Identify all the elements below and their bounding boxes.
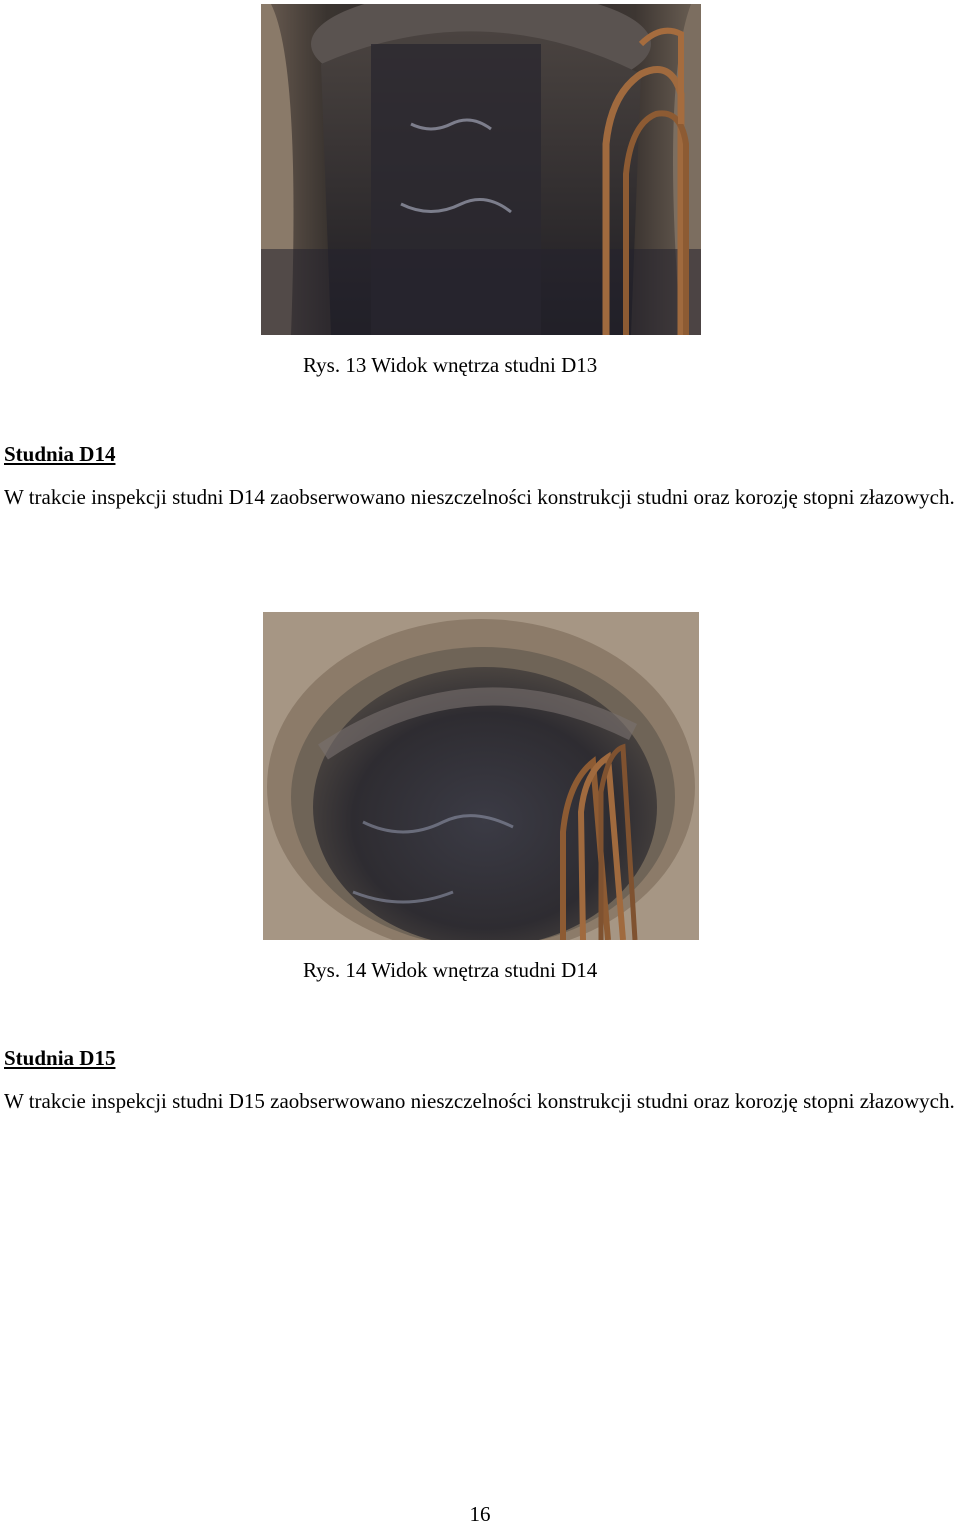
section-heading: Studnia D14 bbox=[4, 442, 116, 466]
section-paragraph: W trakcie inspekcji studni D15 zaobserwowano nieszczelności konstrukcji studni oraz korozję stopni złazowych. bbox=[4, 1089, 955, 1113]
photo-well-d13 bbox=[261, 4, 701, 335]
page-number: 16 bbox=[469, 1502, 491, 1526]
section-heading: Studnia D15 bbox=[4, 1046, 116, 1070]
section-paragraph: W trakcie inspekcji studni D14 zaobserwowano nieszczelności konstrukcji studni oraz korozję stopni złazowych. bbox=[4, 485, 955, 509]
figure-caption: Rys. 14 Widok wnętrza studni D14 bbox=[303, 958, 598, 982]
figure-caption: Rys. 13 Widok wnętrza studni D13 bbox=[303, 353, 598, 377]
photo-well-d14 bbox=[263, 612, 699, 940]
